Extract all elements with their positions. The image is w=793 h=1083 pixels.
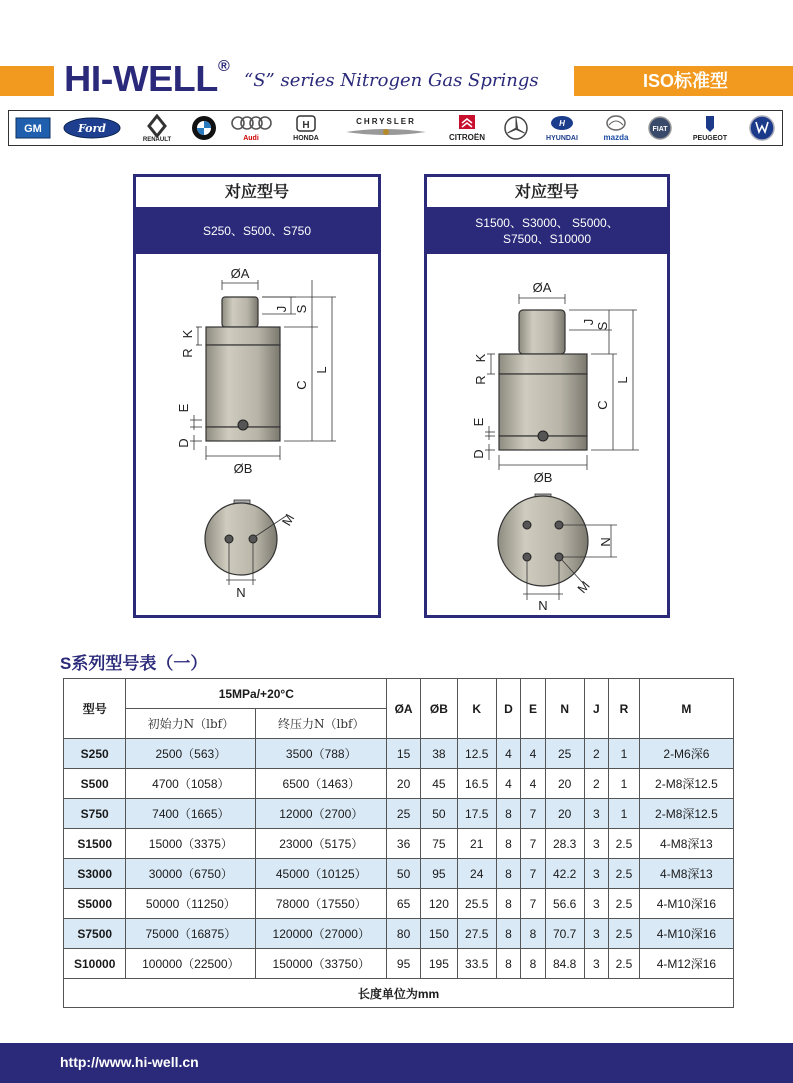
table-row [64, 919, 734, 949]
svg-text:CHRYSLER: CHRYSLER [355, 117, 416, 126]
dim-label-R: R [180, 348, 195, 358]
cell-model: S500 [64, 769, 126, 799]
volkswagen-logo [748, 114, 776, 142]
dim-label-M: M [278, 511, 298, 529]
cell-r: 2.5 [609, 919, 640, 949]
header-col-M: M [639, 679, 733, 739]
cell-r: 2.5 [609, 889, 640, 919]
footer-bar [0, 1043, 793, 1083]
cell-b: 150 [420, 919, 457, 949]
diagram-models [136, 207, 378, 254]
cell-j: 2 [584, 739, 609, 769]
cell-d: 4 [496, 769, 521, 799]
website-url: http://www.hi-well.cn [60, 1054, 199, 1070]
cell-r: 2.5 [609, 829, 640, 859]
header-col-R: R [609, 679, 640, 739]
model-line: S1500、S3000、 S5000、 [475, 215, 619, 230]
dim-label-E: E [176, 403, 191, 413]
cell-initial: 15000（3375） [126, 829, 256, 859]
bottom-view [205, 500, 297, 600]
cell-d: 8 [496, 949, 521, 979]
ford-logo [62, 117, 122, 139]
gas-spring-drawing-small [136, 260, 378, 615]
cell-r: 2.5 [609, 949, 640, 979]
cell-j: 3 [584, 949, 609, 979]
cell-final: 150000（33750） [256, 949, 387, 979]
dim-label-C: C [595, 400, 610, 410]
cell-k: 16.5 [457, 769, 496, 799]
cell-n: 20 [545, 799, 584, 829]
dim-label-K: K [473, 353, 488, 363]
cell-m: 2-M8深12.5 [639, 799, 733, 829]
cell-k: 27.5 [457, 919, 496, 949]
table-row [64, 769, 734, 799]
cell-j: 3 [584, 919, 609, 949]
cell-a: 50 [387, 859, 421, 889]
cell-b: 38 [420, 739, 457, 769]
cell-n: 28.3 [545, 829, 584, 859]
cell-m: 4-M10深16 [639, 919, 733, 949]
header-col-E: E [521, 679, 546, 739]
cell-k: 24 [457, 859, 496, 889]
cell-initial: 2500（563） [126, 739, 256, 769]
diagram-box-large [424, 174, 670, 618]
cell-m: 2-M8深12.5 [639, 769, 733, 799]
dim-label-D: D [176, 438, 191, 448]
table-row [64, 859, 734, 889]
dim-label-J: J [581, 318, 596, 326]
cell-d: 8 [496, 859, 521, 889]
dim-label-D: D [471, 449, 486, 459]
cell-initial: 4700（1058） [126, 769, 256, 799]
dim-label-R: R [473, 375, 488, 385]
dim-label-S: S [595, 321, 610, 331]
cell-model: S1500 [64, 829, 126, 859]
cell-k: 12.5 [457, 739, 496, 769]
cell-model: S10000 [64, 949, 126, 979]
cell-b: 120 [420, 889, 457, 919]
cell-model: S750 [64, 799, 126, 829]
cell-n: 42.2 [545, 859, 584, 889]
brand-logo-strip [8, 110, 783, 146]
bottom-view [498, 494, 617, 613]
cell-e: 7 [521, 859, 546, 889]
dim-label-C: C [294, 380, 309, 390]
cell-b: 50 [420, 799, 457, 829]
cell-k: 25.5 [457, 889, 496, 919]
spec-table [63, 678, 734, 1008]
header-pressure: 15MPa/+20°C [126, 679, 387, 709]
honda-logo [284, 114, 328, 142]
mercedes-logo [503, 115, 529, 141]
diagram-title: 对应型号 [224, 182, 289, 201]
table-row [64, 739, 734, 769]
cell-m: 4-M8深13 [639, 829, 733, 859]
cell-a: 65 [387, 889, 421, 919]
model-line: S250、S500、S750 [202, 223, 312, 238]
table-row [64, 829, 734, 859]
header-col-A: ØA [387, 679, 421, 739]
cell-n: 20 [545, 769, 584, 799]
cell-m: 4-M12深16 [639, 949, 733, 979]
diagram-box-small [133, 174, 381, 618]
cell-a: 15 [387, 739, 421, 769]
cell-a: 80 [387, 919, 421, 949]
bmw-logo [191, 115, 217, 141]
cell-b: 95 [420, 859, 457, 889]
cell-k: 33.5 [457, 949, 496, 979]
svg-text:Audi: Audi [243, 135, 259, 142]
cell-initial: 50000（11250） [126, 889, 256, 919]
cell-b: 195 [420, 949, 457, 979]
cell-e: 4 [521, 739, 546, 769]
cell-j: 3 [584, 799, 609, 829]
cell-r: 1 [609, 769, 640, 799]
header-col-B: ØB [420, 679, 457, 739]
cell-j: 2 [584, 769, 609, 799]
cell-final: 3500（788） [256, 739, 387, 769]
cell-final: 12000（2700） [256, 799, 387, 829]
cell-e: 8 [521, 949, 546, 979]
mazda-logo [596, 114, 636, 142]
side-view [471, 280, 639, 485]
cell-n: 84.8 [545, 949, 584, 979]
cell-d: 4 [496, 739, 521, 769]
svg-text:PEUGEOT: PEUGEOT [693, 135, 728, 142]
svg-text:H: H [559, 119, 565, 128]
cell-initial: 100000（22500） [126, 949, 256, 979]
citroen-logo [443, 114, 491, 142]
registered-mark: ® [218, 58, 230, 75]
header-model: 型号 [64, 679, 126, 739]
cell-m: 4-M8深13 [639, 859, 733, 889]
cell-n: 56.6 [545, 889, 584, 919]
header-col-N: N [545, 679, 584, 739]
cell-b: 75 [420, 829, 457, 859]
cell-k: 17.5 [457, 799, 496, 829]
unit-footnote: 长度单位为mm [64, 979, 734, 1008]
dim-label-L: L [615, 376, 630, 384]
cell-r: 1 [609, 739, 640, 769]
cell-k: 21 [457, 829, 496, 859]
dim-label-B: ØB [233, 461, 253, 476]
svg-text:Ford: Ford [78, 122, 107, 135]
cell-j: 3 [584, 889, 609, 919]
dim-label-M: M [574, 578, 593, 597]
cell-final: 6500（1463） [256, 769, 387, 799]
header-col-J: J [584, 679, 609, 739]
iso-standard-label: ISO标准型 [642, 71, 728, 91]
cell-initial: 30000（6750） [126, 859, 256, 889]
cell-m: 4-M10深16 [639, 889, 733, 919]
cell-e: 4 [521, 769, 546, 799]
cell-e: 8 [521, 919, 546, 949]
table-row [64, 799, 734, 829]
hiwell-logo: HI-WELL [64, 58, 218, 99]
cell-m: 2-M6深6 [639, 739, 733, 769]
cell-final: 78000（17550） [256, 889, 387, 919]
header-final-force: 终压力N（lbf） [256, 709, 387, 739]
header-col-D: D [496, 679, 521, 739]
dim-label-N-bottom: N [538, 598, 548, 613]
cell-model: S3000 [64, 859, 126, 889]
svg-text:H: H [302, 120, 310, 131]
cell-a: 36 [387, 829, 421, 859]
dim-label-B: ØB [533, 470, 553, 485]
table-title: S系列型号表（一） [60, 654, 208, 673]
cell-r: 2.5 [609, 859, 640, 889]
cell-j: 3 [584, 829, 609, 859]
svg-text:GM: GM [24, 123, 42, 135]
dim-label-A: ØA [532, 280, 552, 295]
cell-final: 23000（5175） [256, 829, 387, 859]
fiat-logo [647, 115, 673, 141]
dim-label-N: N [598, 537, 613, 547]
cell-b: 45 [420, 769, 457, 799]
peugeot-logo [684, 114, 736, 142]
dim-label-L: L [314, 366, 329, 374]
dim-label-A: ØA [230, 266, 250, 281]
spec-table-body [64, 739, 734, 979]
cell-d: 8 [496, 919, 521, 949]
audi-logo [229, 114, 273, 142]
series-title: “S” series Nitrogen Gas Springs [244, 70, 539, 91]
cell-a: 95 [387, 949, 421, 979]
cell-final: 45000（10125） [256, 859, 387, 889]
dim-label-K: K [180, 329, 195, 339]
cell-r: 1 [609, 799, 640, 829]
cell-model: S7500 [64, 919, 126, 949]
model-line: S7500、S10000 [502, 231, 592, 246]
gm-logo [15, 117, 51, 139]
cell-n: 70.7 [545, 919, 584, 949]
dim-label-S: S [294, 304, 309, 314]
table-row [64, 889, 734, 919]
hyundai-logo [540, 114, 584, 142]
gas-spring-drawing-large [427, 260, 667, 615]
dim-label-J: J [274, 305, 289, 313]
cell-initial: 75000（16875） [126, 919, 256, 949]
cell-final: 120000（27000） [256, 919, 387, 949]
cell-e: 7 [521, 829, 546, 859]
cell-model: S5000 [64, 889, 126, 919]
svg-text:RENAULT: RENAULT [142, 137, 172, 142]
cell-j: 3 [584, 859, 609, 889]
cell-initial: 7400（1665） [126, 799, 256, 829]
side-view [176, 266, 336, 476]
cell-a: 20 [387, 769, 421, 799]
svg-text:CITROËN: CITROËN [449, 133, 486, 142]
diagram-models [427, 207, 667, 254]
diagram-title: 对应型号 [514, 182, 579, 201]
header-initial-force: 初始力N（lbf） [126, 709, 256, 739]
table-row [64, 949, 734, 979]
header-col-K: K [457, 679, 496, 739]
cell-a: 25 [387, 799, 421, 829]
svg-text:HONDA: HONDA [293, 135, 320, 142]
cell-n: 25 [545, 739, 584, 769]
dim-label-E: E [471, 417, 486, 427]
chrysler-logo [340, 114, 432, 142]
svg-text:mazda: mazda [603, 133, 628, 142]
cell-model: S250 [64, 739, 126, 769]
cell-e: 7 [521, 889, 546, 919]
cell-d: 8 [496, 829, 521, 859]
dim-label-N: N [236, 585, 246, 600]
svg-text:FIAT: FIAT [652, 126, 668, 133]
cell-d: 8 [496, 889, 521, 919]
cell-d: 8 [496, 799, 521, 829]
cell-e: 7 [521, 799, 546, 829]
renault-logo [134, 114, 180, 142]
svg-text:HYUNDAI: HYUNDAI [546, 135, 579, 142]
